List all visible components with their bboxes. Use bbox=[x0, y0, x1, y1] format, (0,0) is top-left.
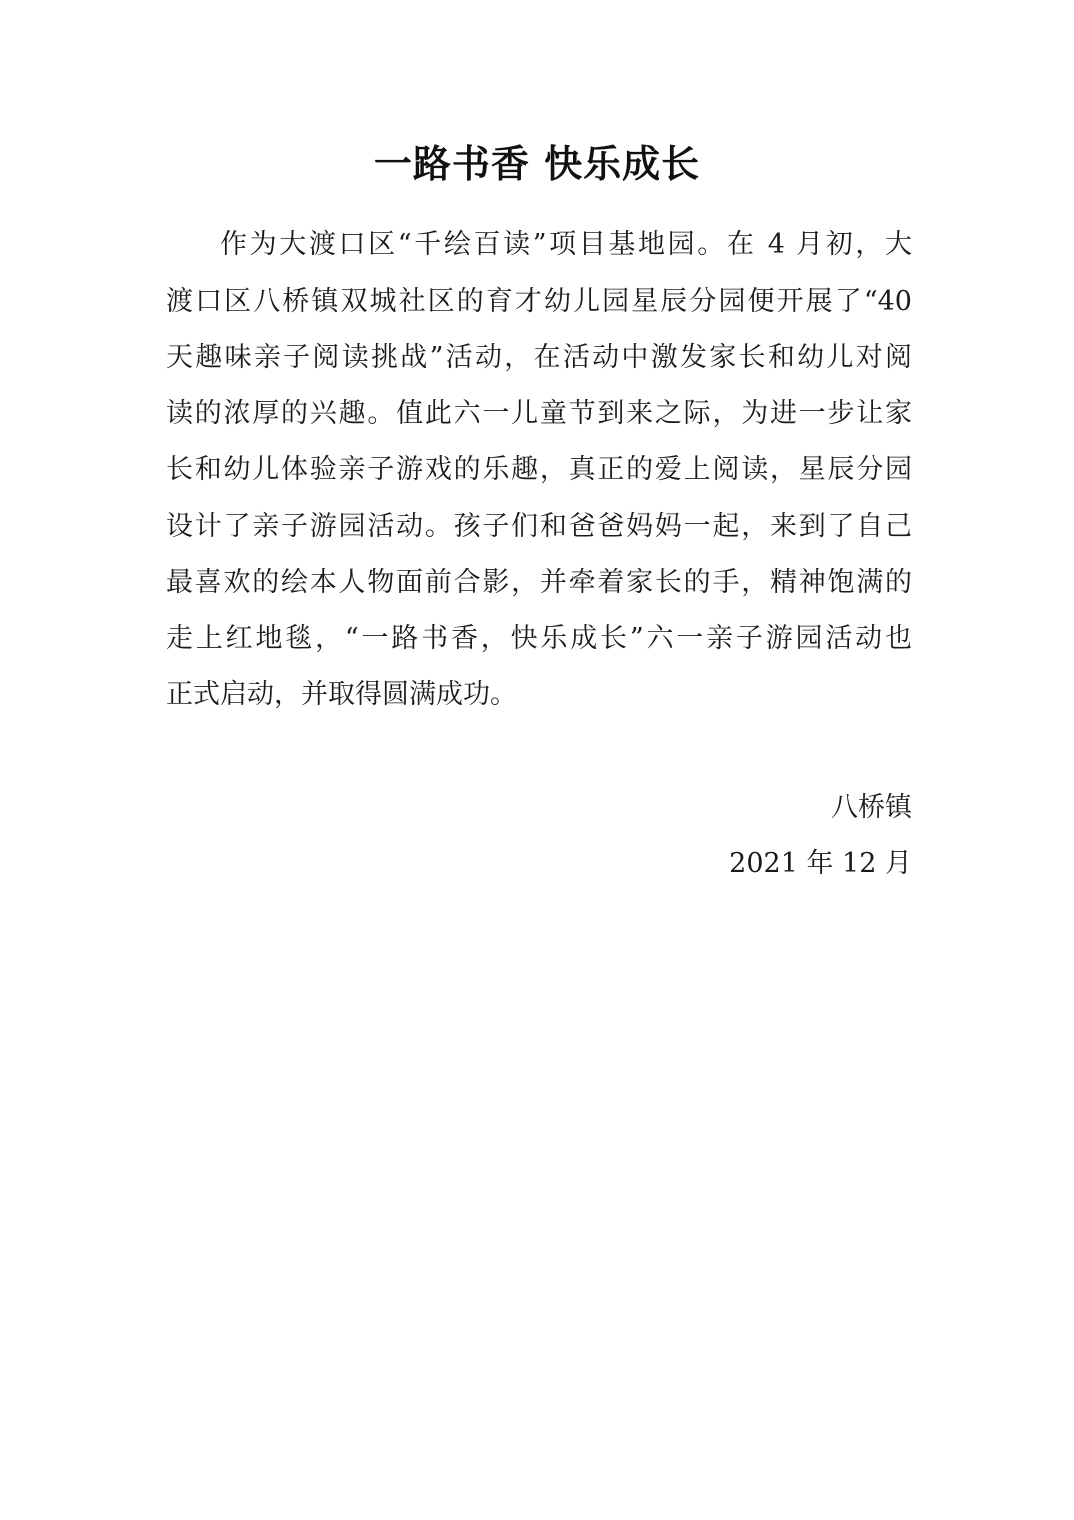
body-line-5: 长和幼儿体验亲子游戏的乐趣，真正的爱上阅读，星辰分园 bbox=[166, 454, 912, 485]
signature: 八桥镇 bbox=[831, 792, 912, 823]
body-line-1: 作为大渡口区“千绘百读”项目基地园。在 4 月初，大 bbox=[220, 229, 912, 260]
body-line-9: 正式启动，并取得圆满成功。 bbox=[166, 679, 517, 710]
body-line-7: 最喜欢的绘本人物面前合影，并牵着家长的手，精神饱满的 bbox=[166, 567, 912, 598]
body-line-4: 读的浓厚的兴趣。值此六一儿童节到来之际，为进一步让家 bbox=[166, 398, 912, 429]
body-line-2: 渡口区八桥镇双城社区的育才幼儿园星辰分园便开展了“40 bbox=[166, 286, 912, 317]
body-line-6: 设计了亲子游园活动。孩子们和爸爸妈妈一起，来到了自己 bbox=[166, 511, 912, 542]
document-title: 一路书香 快乐成长 bbox=[373, 142, 701, 186]
date: 2021 年 12 月 bbox=[729, 848, 912, 879]
body-line-8: 走上红地毯，“一路书香，快乐成长”六一亲子游园活动也 bbox=[166, 623, 912, 654]
body-line-3: 天趣味亲子阅读挑战”活动，在活动中激发家长和幼儿对阅 bbox=[166, 342, 912, 373]
